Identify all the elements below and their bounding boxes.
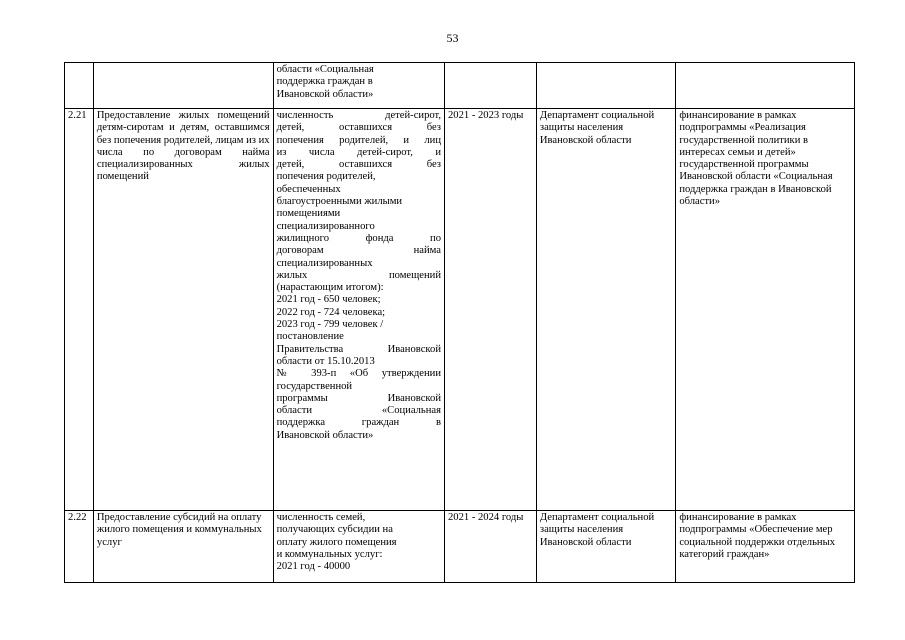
indicator-line: Правительства Ивановской: [276, 343, 441, 355]
indicator-line: оплату жилого помещения: [276, 536, 397, 548]
indicator-line: обеспеченных: [276, 183, 341, 195]
row-number-cell: 2.21: [65, 109, 94, 511]
indicator-line: жилых помещений: [276, 269, 441, 281]
indicator-line: № 393-п «Об утверждении: [276, 368, 441, 380]
indicator-line: попечения родителей, и лиц: [276, 134, 441, 146]
measure-name-cell: [93, 63, 273, 109]
page-number: 53: [446, 31, 459, 45]
indicator-line: 2021 год - 40000: [276, 561, 351, 573]
indicator-line: поддержка граждан в: [276, 417, 441, 429]
table-row: [65, 511, 855, 583]
indicator-line: поддержка граждан в: [276, 76, 373, 88]
measure-name-cell: Предоставление субсидий на оплату жилого помещения и коммунальных услуг: [93, 511, 273, 583]
indicator-line: численность семей,: [276, 512, 366, 523]
financing-cell: [676, 63, 855, 109]
indicator-line: области «Социальная: [276, 64, 374, 75]
indicator-line: из числа детей-сирот, и: [276, 146, 441, 158]
term-cell: 2021 - 2024 годы: [445, 511, 537, 583]
indicator-line: детей, оставшихся без: [276, 159, 441, 171]
table-row: [65, 63, 855, 109]
executor-cell: Департамент социальной защиты населения Ивановской области: [536, 109, 675, 511]
indicator-cell: [273, 63, 444, 109]
indicator-line: области от 15.10.2013: [276, 355, 375, 367]
indicator-line: попечения родителей,: [276, 171, 376, 183]
financing-cell: финансирование в рамках подпрограммы «Реализация государственной политики в интересах семьи и детей» государственной программы Ивановской области «Социальная поддержка граждан в Ивановской области»: [676, 109, 855, 511]
indicator-line: жилищного фонда по: [276, 232, 441, 244]
indicator-line: государственной: [276, 380, 353, 392]
indicator-line: получающих субсидии на: [276, 524, 393, 536]
financing-cell: финансирование в рамках подпрограммы «Обеспечение мер социальной поддержки отдельных категорий граждан»: [676, 511, 855, 583]
indicator-cell: [273, 511, 444, 583]
indicator-line: и коммунальных услуг:: [276, 548, 383, 560]
indicator-cell: [273, 109, 444, 511]
indicator-line: 2021 год - 650 человек;: [276, 294, 381, 306]
executor-cell: [536, 63, 675, 109]
row-number-cell: 2.22: [65, 511, 94, 583]
indicator-line: благоустроенными жилыми: [276, 196, 403, 208]
term-cell: [445, 63, 537, 109]
indicator-line: помещениями: [276, 208, 341, 220]
indicator-line: (нарастающим итогом):: [276, 282, 384, 294]
indicator-line: программы Ивановской: [276, 392, 441, 404]
indicator-line: численность детей-сирот,: [276, 110, 441, 121]
indicator-line: детей, оставшихся без: [276, 122, 441, 134]
indicator-line: Ивановской области»: [276, 88, 374, 100]
indicator-line: области «Социальная: [276, 405, 441, 417]
indicator-line: специализированных: [276, 257, 373, 269]
term-cell: 2021 - 2023 годы: [445, 109, 537, 511]
row-number-cell: [65, 63, 94, 109]
executor-cell: Департамент социальной защиты населения Ивановской области: [536, 511, 675, 583]
measure-name-cell: Предоставление жилых помещений детям-сиротам и детям, оставшимся без попечения родителей, лицам из их числа по договорам найма специализированных жилых помещений: [93, 109, 273, 511]
table-row: [65, 109, 855, 511]
indicator-line: 2023 год - 799 человек /: [276, 319, 384, 331]
indicator-line: договорам найма: [276, 245, 441, 257]
indicator-line: 2022 год - 724 человека;: [276, 306, 386, 318]
indicator-line: специализированного: [276, 220, 375, 232]
indicator-line: Ивановской области»: [276, 429, 374, 441]
indicator-line: постановление: [276, 331, 344, 343]
document-table: [64, 62, 855, 583]
